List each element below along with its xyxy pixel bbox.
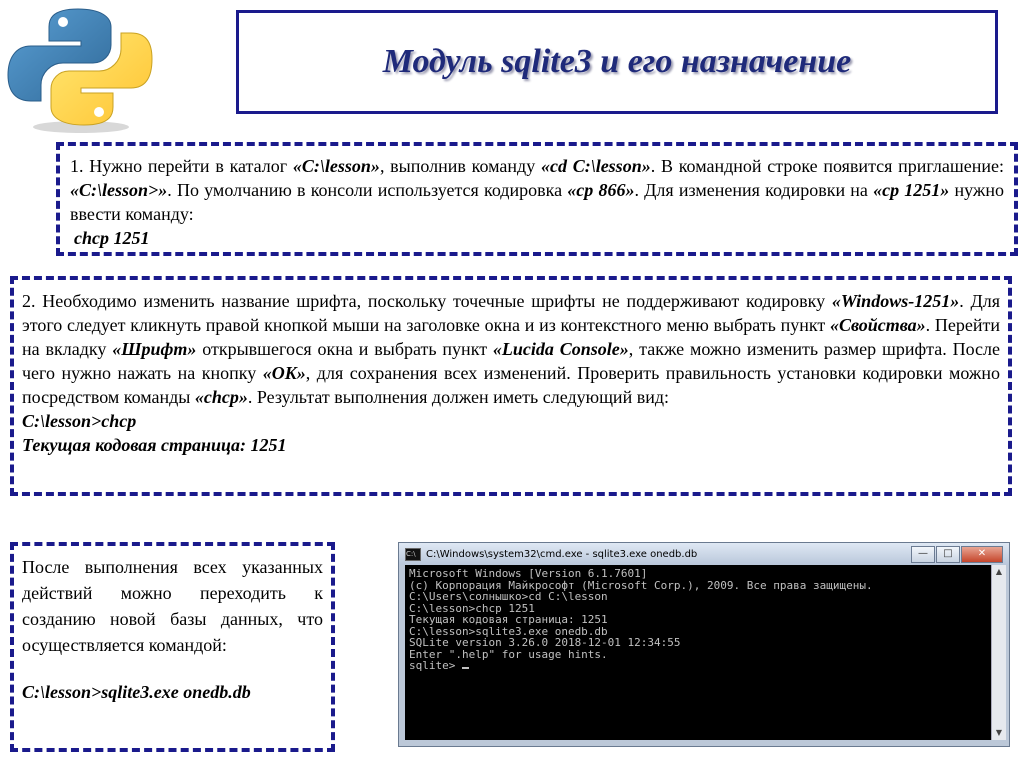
p1-bold-4: «cp 866» xyxy=(567,180,635,200)
paragraph-1-box xyxy=(56,142,1018,256)
p1-bold-3: «C:\lesson>» xyxy=(70,180,168,200)
paragraph-1 xyxy=(70,154,1004,226)
p3-command: C:\lesson>sqlite3.exe onedb.db xyxy=(22,682,251,702)
scroll-down-icon[interactable]: ▼ xyxy=(995,728,1003,737)
console-scrollbar[interactable] xyxy=(991,565,1006,740)
console-line: Microsoft Windows [Version 6.1.7601] xyxy=(409,567,648,580)
p2-bold-3: «Шрифт» xyxy=(112,339,197,359)
console-line: SQLite version 3.26.0 2018-12-01 12:34:55 xyxy=(409,636,681,649)
console-line: C:\Users\солнышко>cd C:\lesson xyxy=(409,590,608,603)
p1-text-5: . Для изменения кодировки на xyxy=(634,180,874,200)
p1-bold-2: «cd C:\lesson» xyxy=(540,156,651,176)
cmd-console-window xyxy=(398,542,1010,747)
scroll-up-icon[interactable]: ▲ xyxy=(995,567,1003,576)
close-button[interactable]: ✕ xyxy=(961,546,1003,563)
p1-text-6: нужно ввести команду: xyxy=(70,180,1004,224)
p1-text-2: , выполнив команду xyxy=(379,156,541,176)
p2-bold-1: «Windows-1251» xyxy=(831,291,960,311)
p2-text-4: открывшегося окна и выбрать пункт xyxy=(196,339,493,359)
console-prompt-line xyxy=(409,660,987,672)
p2-text-1: 2. Необходимо изменить название шрифта, поскольку точечные шрифты не поддерживают кодировку xyxy=(22,291,832,311)
console-line: Текущая кодовая страница: 1251 xyxy=(409,613,608,626)
p1-text-3: . В командной строке появится приглашение: xyxy=(650,156,1004,176)
paragraph-3-box xyxy=(10,542,335,752)
p2-text-6: , для сохранения всех изменений. Проверить правильность установки кодировки можно посредством команды xyxy=(22,363,1000,407)
cmd-icon: C:\ xyxy=(405,548,421,561)
p1-bold-1: «C:\lesson» xyxy=(292,156,380,176)
paragraph-2 xyxy=(22,289,1000,409)
console-window-title: C:\Windows\system32\cmd.exe - sqlite3.exe onedb.db xyxy=(426,548,698,560)
text-cursor xyxy=(462,667,469,669)
p1-text-1: 1. Нужно перейти в каталог xyxy=(70,156,293,176)
console-line: (c) Корпорация Майкрософт (Microsoft Corp.), 2009. Все права защищены. xyxy=(409,578,873,592)
p1-text-4: . По умолчанию в консоли используется кодировка xyxy=(167,180,568,200)
p1-command: chcp 1251 xyxy=(74,228,150,248)
p2-text-3: . Перейти на вкладку xyxy=(22,315,1001,359)
console-line: C:\lesson>chcp 1251 xyxy=(409,601,535,615)
console-prompt: sqlite> xyxy=(409,659,462,672)
paragraph-3: После выполнения всех указанных действий можно переходить к созданию новой базы данных, что осуществляется командой: xyxy=(22,557,323,655)
maximize-button[interactable]: □ xyxy=(936,546,960,563)
page-title: Модуль sqlite3 и его назначение xyxy=(382,43,852,80)
paragraph-2-box xyxy=(10,276,1012,496)
p2-command-2: Текущая кодовая страница: 1251 xyxy=(22,435,287,455)
console-output[interactable] xyxy=(405,565,991,740)
p2-text-7: . Результат выполнения должен иметь следующий вид: xyxy=(247,387,669,407)
title-box xyxy=(236,10,998,114)
p2-bold-6: «chcp» xyxy=(194,387,248,407)
p2-bold-4: «Lucida Console» xyxy=(492,339,629,359)
p2-bold-2: «Свойства» xyxy=(829,315,926,335)
p2-bold-5: «OK» xyxy=(262,363,306,383)
console-line: C:\lesson>sqlite3.exe onedb.db xyxy=(409,624,608,638)
python-logo-icon xyxy=(5,5,155,135)
minimize-button[interactable]: — xyxy=(911,546,935,563)
console-line: Enter ".help" for usage hints. xyxy=(409,647,608,661)
p1-bold-5: «cp 1251» xyxy=(873,180,950,200)
p2-text-5: , также можно изменить размер шрифта. После чего нужно нажать на кнопку xyxy=(22,339,1000,383)
p2-text-2: . Для этого следует кликнуть правой кнопкой мыши на заголовке окна и из контекстного меню выбрать пункт xyxy=(22,291,1000,335)
window-controls xyxy=(910,546,1003,563)
p2-command-1: C:\lesson>chcp xyxy=(22,411,137,431)
